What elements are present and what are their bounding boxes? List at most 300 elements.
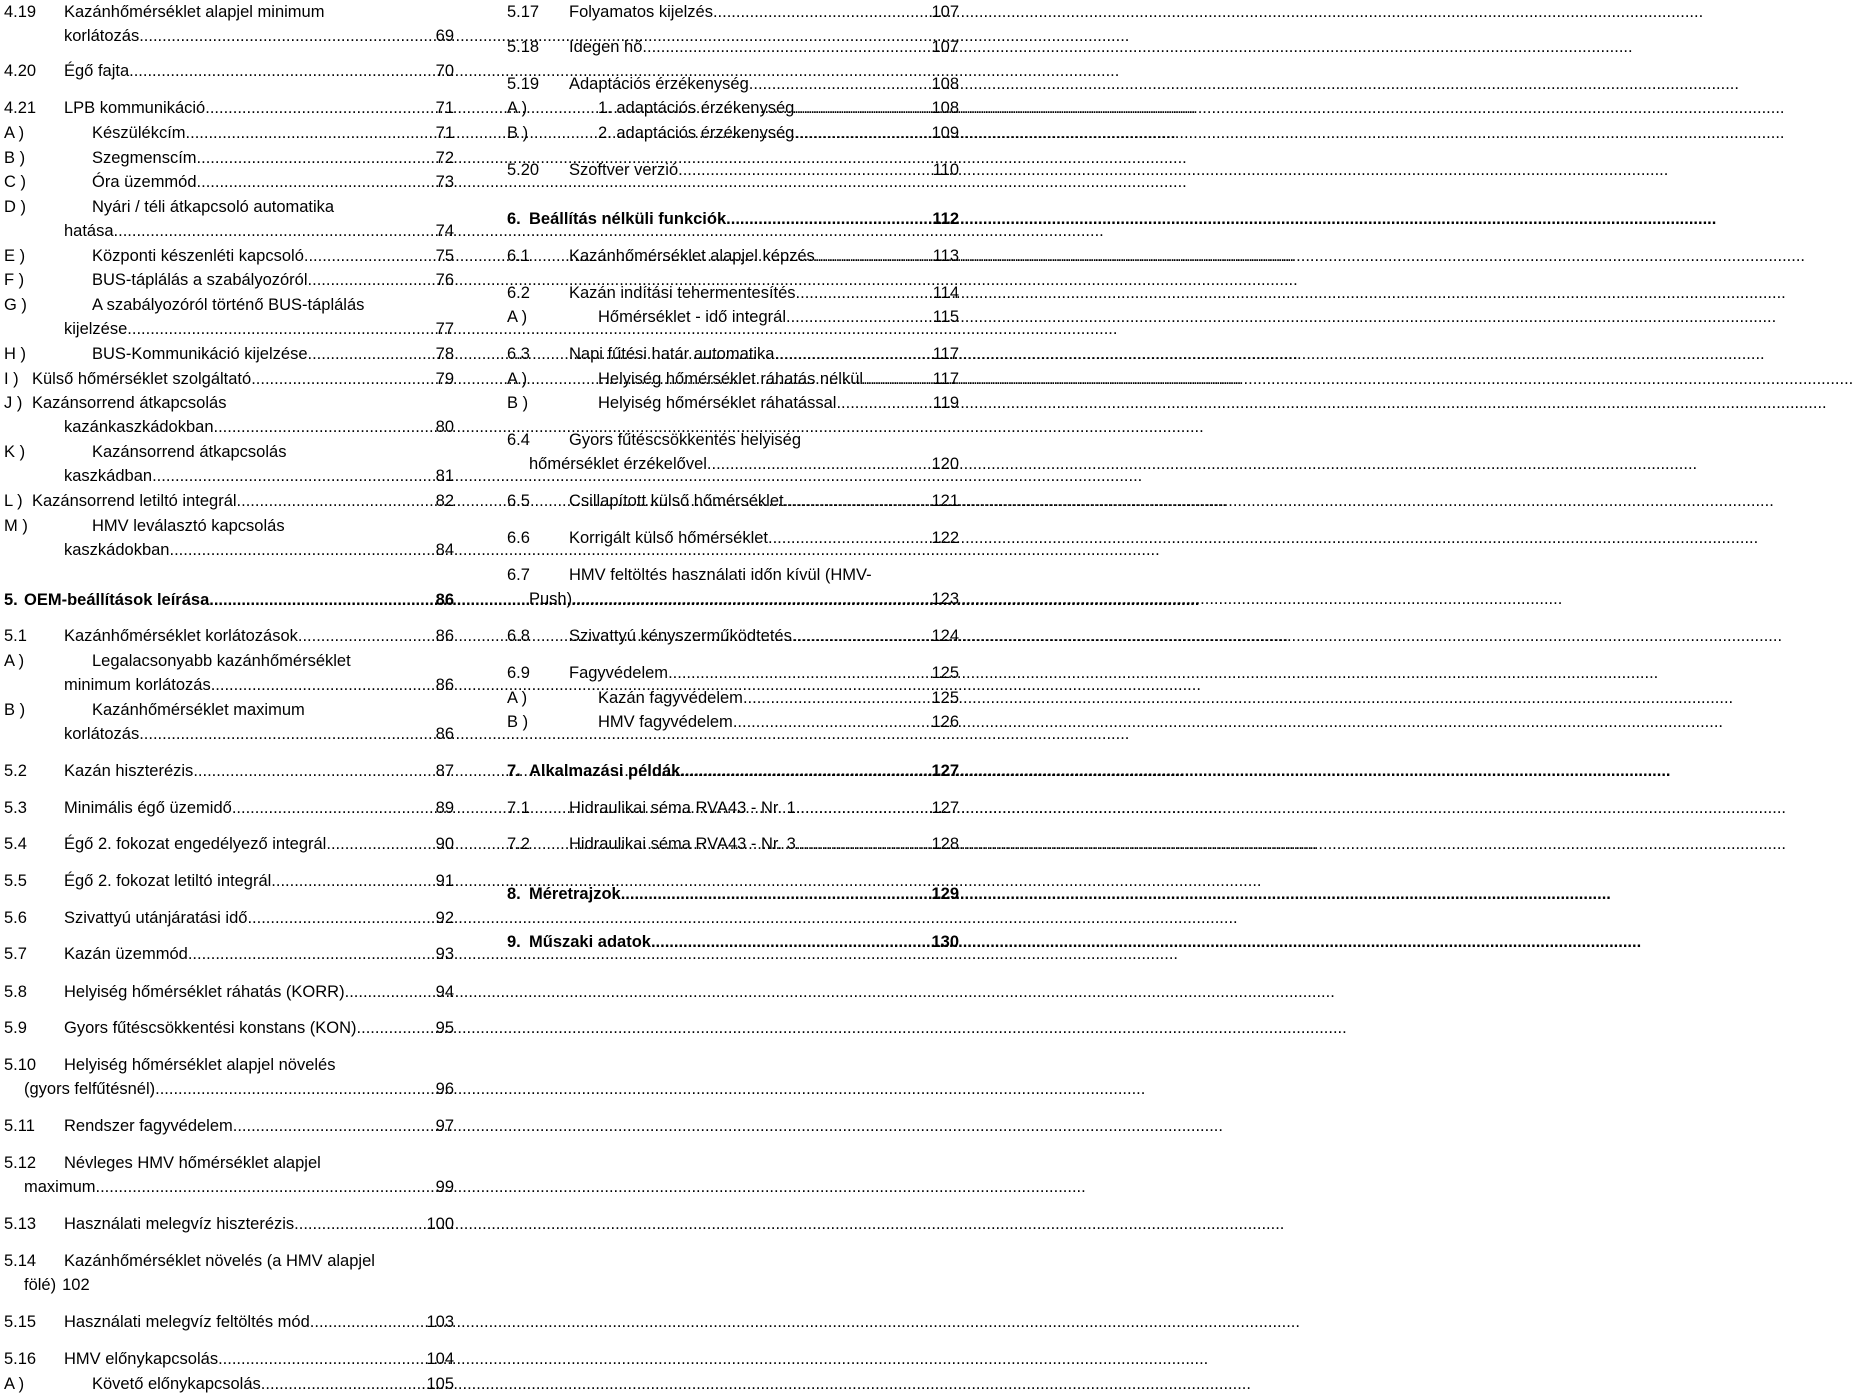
toc-entry[interactable] (507, 661, 959, 685)
toc-page-number: 127 (931, 762, 959, 780)
toc-line (4, 1310, 454, 1334)
toc-title: Csillapított külső hőmérséklet (569, 492, 784, 510)
toc-entry[interactable] (4, 146, 454, 170)
toc-number: M ) (4, 517, 28, 535)
toc-leader-dots (127, 317, 435, 341)
toc-number: 5.16 (4, 1350, 37, 1368)
toc-title: kazánkaszkádokban (64, 418, 214, 436)
toc-title: Óra üzemmód (92, 173, 197, 191)
toc-entry[interactable] (507, 72, 959, 96)
toc-line (507, 305, 959, 329)
toc-line (4, 440, 454, 464)
toc-page-number: 93 (435, 945, 454, 963)
toc-leader-dots (261, 1372, 427, 1396)
toc-entry[interactable] (4, 796, 454, 820)
toc-number: 5.7 (4, 945, 27, 963)
toc-title: Hidraulikai séma RVA43 - Nr. 3 (569, 835, 796, 853)
toc-title: Folyamatos kijelzés (569, 3, 713, 21)
toc-title: OEM-beállítások leírása (24, 591, 210, 609)
toc-number: A ) (507, 308, 528, 326)
toc-entry[interactable] (4, 489, 454, 513)
toc-entry[interactable] (4, 195, 454, 243)
toc-page-number: 130 (931, 933, 959, 951)
toc-title: Névleges HMV hőmérséklet alapjel (64, 1154, 321, 1172)
toc-line (4, 59, 454, 83)
toc-page-number: 107 (931, 3, 959, 21)
toc-page-number: 105 (426, 1375, 454, 1393)
toc-number: 5.2 (4, 762, 27, 780)
toc-entry[interactable] (4, 293, 454, 341)
toc-leader-dots (794, 121, 931, 145)
toc-leader-dots (713, 0, 932, 24)
toc-entry[interactable] (4, 0, 454, 48)
toc-page-number: 128 (931, 835, 959, 853)
toc-entry[interactable] (507, 244, 959, 268)
toc-page-number: 115 (932, 308, 959, 326)
toc-page-number: 125 (931, 689, 959, 707)
toc-page-number: 97 (435, 1117, 454, 1135)
toc-entry[interactable] (507, 281, 959, 305)
toc-entry[interactable] (4, 121, 454, 145)
toc-leader-dots (96, 1175, 436, 1199)
toc-entry[interactable] (4, 244, 454, 268)
toc-title: LPB kommunikáció (64, 99, 206, 117)
toc-line (4, 1175, 454, 1199)
toc-title: Gyors fűtéscsökkentés helyiség (569, 431, 802, 449)
toc-number: 6.2 (507, 284, 530, 302)
toc-title: HMV előnykapcsolás (64, 1350, 219, 1368)
toc-entry[interactable] (4, 649, 454, 697)
toc-line (4, 244, 454, 268)
toc-leader-dots (836, 391, 932, 415)
toc-title: Égő 2. fokozat engedélyező integrál (64, 835, 327, 853)
toc-entry[interactable] (507, 686, 959, 710)
toc-number: 6. (507, 210, 521, 228)
toc-page-number: 76 (435, 271, 454, 289)
toc-title: Külső hőmérséklet szolgáltató (32, 370, 252, 388)
toc-line (507, 686, 959, 710)
toc-line (507, 882, 959, 906)
toc-line (4, 170, 454, 194)
toc-leader-dots (357, 1016, 436, 1040)
toc-page-number: 129 (931, 885, 959, 903)
toc-number: E ) (4, 247, 26, 265)
toc-entry[interactable] (4, 59, 454, 83)
toc-leader-dots (863, 367, 933, 391)
toc-line (507, 391, 959, 415)
toc-entry[interactable] (4, 342, 454, 366)
toc-title: Hőmérséklet - idő integrál (598, 308, 786, 326)
toc-number: K ) (4, 443, 26, 461)
toc-line (4, 942, 454, 966)
toc-title: Égő 2. fokozat letiltó integrál (64, 872, 272, 890)
toc-entry[interactable] (4, 268, 454, 292)
toc-line (4, 293, 454, 317)
toc-number: G ) (4, 296, 27, 314)
toc-leader-dots (794, 96, 931, 120)
toc-number: 5.5 (4, 872, 27, 890)
toc-title: Idegen hő (569, 38, 643, 56)
toc-leader-dots (651, 930, 932, 954)
toc-entry[interactable] (4, 440, 454, 488)
toc-line (4, 906, 454, 930)
toc-line (507, 96, 959, 120)
toc-leader-dots (129, 59, 436, 83)
toc-line (507, 428, 959, 452)
toc-leader-dots (796, 832, 932, 856)
toc-title: BUS-táplálás a szabályozóról (92, 271, 308, 289)
toc-entry[interactable] (4, 1249, 454, 1297)
toc-number: B ) (4, 149, 26, 167)
toc-entry[interactable] (4, 869, 454, 893)
toc-number: 5. (4, 591, 18, 609)
toc-page-number: 86 (435, 725, 454, 743)
toc-entry[interactable] (4, 1053, 454, 1101)
toc-page-number: 77 (435, 320, 454, 338)
toc-title: Készülékcím (92, 124, 186, 142)
toc-title: Helyiség hőmérséklet ráhatás (KORR) (64, 983, 345, 1001)
toc-number: 5.8 (4, 983, 27, 1001)
toc-title: minimum korlátozás (64, 676, 211, 694)
toc-number: 6.9 (507, 664, 530, 682)
toc-number: L ) (4, 492, 23, 510)
toc-number: A ) (4, 124, 25, 142)
toc-number: 9. (507, 933, 521, 951)
toc-entry[interactable] (507, 367, 959, 391)
toc-page-number: 123 (931, 590, 959, 608)
toc-title: Kazán üzemmód (64, 945, 188, 963)
toc-number: H ) (4, 345, 26, 363)
toc-page-number: 124 (931, 627, 959, 645)
toc-entry[interactable] (4, 367, 454, 391)
toc-leader-dots (792, 624, 932, 648)
toc-number: 8. (507, 885, 521, 903)
toc-number: 5.15 (4, 1313, 37, 1331)
toc-entry[interactable] (507, 796, 959, 820)
toc-title: HMV feltöltés használati időn kívül (HMV- (569, 566, 872, 584)
toc-line (507, 526, 959, 550)
toc-entry[interactable] (507, 207, 959, 231)
toc-entry[interactable] (507, 832, 959, 856)
toc-line (4, 1077, 454, 1101)
toc-page-number: 109 (931, 124, 959, 142)
toc-number: A ) (507, 689, 528, 707)
toc-page-number: 102 (62, 1276, 90, 1294)
toc-number: 4.21 (4, 99, 37, 117)
toc-number: 6.4 (507, 431, 530, 449)
toc-title: maximum (24, 1178, 96, 1196)
toc-number: 7.1 (507, 799, 530, 817)
toc-title: Kazán indítási tehermentesítés (569, 284, 796, 302)
toc-line (4, 832, 454, 856)
toc-leader-dots (572, 587, 931, 611)
toc-entry[interactable] (507, 96, 959, 120)
toc-page-number: 113 (932, 247, 959, 265)
toc-line (507, 281, 959, 305)
toc-line (4, 722, 454, 746)
toc-leader-dots (294, 1212, 426, 1236)
toc-number: D ) (4, 198, 26, 216)
toc-entry[interactable] (4, 391, 454, 439)
toc-line (507, 367, 959, 391)
toc-title: Műszaki adatok (529, 933, 651, 951)
toc-page-number: 96 (435, 1080, 454, 1098)
toc-leader-dots (155, 1077, 436, 1101)
toc-line (507, 930, 959, 954)
toc-page-number: 127 (931, 799, 959, 817)
toc-number: 5.1 (4, 627, 27, 645)
toc-entry[interactable] (507, 305, 959, 329)
toc-line (507, 587, 959, 611)
toc-entry[interactable] (4, 906, 454, 930)
toc-entry[interactable] (507, 428, 959, 476)
toc-title: Fagyvédelem (569, 664, 669, 682)
toc-entry[interactable] (507, 35, 959, 59)
toc-title: Minimális égő üzemidő (64, 799, 232, 817)
toc-leader-dots (668, 661, 931, 685)
toc-entry[interactable] (507, 624, 959, 648)
toc-entry[interactable] (507, 759, 959, 783)
toc-page-number: 71 (435, 124, 454, 142)
toc-line (507, 342, 959, 366)
toc-leader-dots (733, 710, 932, 734)
toc-line (4, 317, 454, 341)
toc-leader-dots (205, 96, 435, 120)
toc-title: Központi készenléti kapcsoló (92, 247, 304, 265)
toc-line (507, 244, 959, 268)
toc-leader-dots (186, 121, 436, 145)
toc-line (4, 588, 454, 612)
toc-entry[interactable] (4, 832, 454, 856)
toc-page-number: 121 (931, 492, 959, 510)
toc-page-number: 87 (435, 762, 454, 780)
toc-leader-dots (774, 342, 932, 366)
toc-leader-dots (114, 219, 436, 243)
toc-title: Napi fűtési határ automatika (569, 345, 775, 363)
toc-line (4, 1151, 454, 1175)
toc-page-number: 75 (435, 247, 454, 265)
toc-leader-dots (796, 796, 932, 820)
toc-number: 4.20 (4, 62, 37, 80)
toc-title: HMV leválasztó kapcsolás (92, 517, 285, 535)
toc-line (507, 710, 959, 734)
toc-title: Kazánsorrend átkapcsolás (32, 394, 227, 412)
toc-leader-dots (678, 158, 933, 182)
toc-title: Push) (529, 590, 573, 608)
toc-line (4, 538, 454, 562)
toc-title: Kazánhőmérséklet alapjel képzés (569, 247, 815, 265)
toc-leader-dots (326, 832, 435, 856)
toc-page-number: 81 (435, 467, 454, 485)
toc-title: Rendszer fagyvédelem (64, 1117, 233, 1135)
toc-title: BUS-Kommunikáció kijelzése (92, 345, 308, 363)
toc-entry[interactable] (4, 588, 454, 612)
toc-line (4, 1273, 454, 1297)
toc-line (4, 391, 454, 415)
toc-leader-dots (139, 722, 435, 746)
toc-leader-dots (193, 759, 435, 783)
toc-leader-dots (233, 1114, 436, 1138)
toc-leader-dots (271, 869, 435, 893)
toc-page-number: 110 (932, 161, 959, 179)
toc-title: Használati melegvíz feltöltés mód (64, 1313, 310, 1331)
toc-entry[interactable] (507, 930, 959, 954)
toc-number: 5.13 (4, 1215, 37, 1233)
toc-title: hatása (64, 222, 114, 240)
toc-number: J ) (4, 394, 23, 412)
toc-title: Kazánhőmérséklet alapjel minimum (64, 3, 325, 21)
toc-number: 7. (507, 762, 521, 780)
toc-title: Legalacsonyabb kazánhőmérséklet (92, 652, 351, 670)
toc-page-number: 122 (931, 529, 959, 547)
toc-title: Adaptációs érzékenység (569, 75, 749, 93)
toc-page-number: 74 (435, 222, 454, 240)
toc-title: Helyiség hőmérséklet ráhatás nélkül (598, 370, 864, 388)
toc-title: Nyári / téli átkapcsoló automatika (92, 198, 335, 216)
toc-leader-dots (211, 673, 436, 697)
toc-leader-dots (197, 170, 436, 194)
toc-line (507, 121, 959, 145)
toc-line (4, 415, 454, 439)
toc-entry[interactable] (4, 624, 454, 648)
toc-leader-dots (308, 342, 436, 366)
toc-entry[interactable] (4, 1016, 454, 1040)
toc-page-number: 120 (931, 455, 959, 473)
toc-entry[interactable] (4, 980, 454, 1004)
toc-line (507, 624, 959, 648)
toc-page-number: 80 (435, 418, 454, 436)
toc-entry[interactable] (507, 121, 959, 145)
toc-line (507, 452, 959, 476)
toc-entry[interactable] (4, 1114, 454, 1138)
toc-number: 5.3 (4, 799, 27, 817)
toc-number: A ) (507, 370, 528, 388)
toc-page-number: 114 (932, 284, 959, 302)
toc-page-number: 95 (435, 1019, 454, 1037)
toc-title: Használati melegvíz hiszterézis (64, 1215, 295, 1233)
toc-page-number: 107 (931, 38, 959, 56)
toc-entry[interactable] (507, 710, 959, 734)
toc-page-number: 90 (435, 835, 454, 853)
toc-entry[interactable] (4, 96, 454, 120)
toc-leader-dots (815, 244, 933, 268)
toc-number: B ) (507, 124, 529, 142)
toc-title: Követő előnykapcsolás (92, 1375, 261, 1393)
toc-number: 5.4 (4, 835, 27, 853)
toc-leader-dots (743, 686, 932, 710)
toc-entry[interactable] (507, 489, 959, 513)
toc-number: 6.5 (507, 492, 530, 510)
toc-entry[interactable] (507, 526, 959, 550)
toc-leader-dots (680, 759, 931, 783)
toc-number: 7.2 (507, 835, 530, 853)
toc-title: Szivattyú utánjáratási idő (64, 909, 248, 927)
toc-number: B ) (507, 394, 529, 412)
toc-entry[interactable] (507, 391, 959, 415)
toc-title: korlátozás (64, 725, 140, 743)
toc-leader-dots (197, 146, 436, 170)
toc-page-number: 125 (931, 664, 959, 682)
toc-title: Korrigált külső hőmérséklet (569, 529, 768, 547)
toc-line (4, 869, 454, 893)
toc-entry[interactable] (4, 942, 454, 966)
toc-entry[interactable] (4, 170, 454, 194)
toc-line (4, 195, 454, 219)
toc-entry[interactable] (4, 759, 454, 783)
toc-page-number: 108 (931, 99, 959, 117)
toc-title: Beállítás nélküli funkciók (529, 210, 727, 228)
toc-line (507, 759, 959, 783)
toc-line (4, 624, 454, 648)
toc-line (4, 342, 454, 366)
toc-entry[interactable] (4, 698, 454, 746)
toc-line (4, 514, 454, 538)
toc-entry[interactable] (507, 0, 959, 24)
toc-entry[interactable] (507, 158, 959, 182)
toc-entry[interactable] (4, 1310, 454, 1334)
toc-number: 6.3 (507, 345, 530, 363)
toc-line (507, 832, 959, 856)
toc-number: 6.6 (507, 529, 530, 547)
toc-line (4, 1212, 454, 1236)
toc-number: 5.17 (507, 3, 540, 21)
toc-entry[interactable] (507, 342, 959, 366)
toc-number: 6.7 (507, 566, 530, 584)
toc-line (4, 980, 454, 1004)
toc-number: 5.12 (4, 1154, 37, 1172)
toc-page-number: 117 (932, 370, 959, 388)
toc-entry[interactable] (507, 563, 959, 611)
toc-leader-dots (308, 268, 436, 292)
toc-line (4, 146, 454, 170)
toc-line (507, 661, 959, 685)
toc-line (4, 1053, 454, 1077)
toc-leader-dots (621, 882, 932, 906)
toc-number: A ) (507, 99, 528, 117)
toc-leader-dots (345, 980, 436, 1004)
toc-entry[interactable] (507, 882, 959, 906)
toc-leader-dots (214, 415, 436, 439)
toc-leader-dots (237, 489, 436, 513)
toc-page-number: 99 (435, 1178, 454, 1196)
toc-leader-dots (749, 72, 932, 96)
toc-entry[interactable] (4, 514, 454, 562)
toc-line (507, 158, 959, 182)
toc-line (4, 96, 454, 120)
toc-title: Kazánsorrend átkapcsolás (92, 443, 287, 461)
toc-entry[interactable] (4, 1151, 454, 1199)
toc-leader-dots (642, 35, 931, 59)
toc-entry[interactable] (4, 1372, 454, 1396)
toc-entry[interactable] (4, 1347, 454, 1371)
toc-page-number: 117 (932, 345, 959, 363)
toc-entry[interactable] (4, 1212, 454, 1236)
toc-leader-dots (170, 538, 436, 562)
toc-leader-dots (707, 452, 932, 476)
toc-line (4, 1114, 454, 1138)
toc-number: A ) (4, 652, 25, 670)
toc-title: Méretrajzok (529, 885, 621, 903)
toc-leader-dots (209, 588, 435, 612)
toc-number: 5.9 (4, 1019, 27, 1037)
toc-line (4, 0, 454, 24)
toc-title: fölé) (24, 1276, 57, 1294)
toc-leader-dots (247, 906, 435, 930)
toc-page-number: 73 (435, 173, 454, 191)
toc-title: Kazán fagyvédelem (598, 689, 743, 707)
toc-page-number: 92 (435, 909, 454, 927)
toc-leader-dots (139, 24, 435, 48)
